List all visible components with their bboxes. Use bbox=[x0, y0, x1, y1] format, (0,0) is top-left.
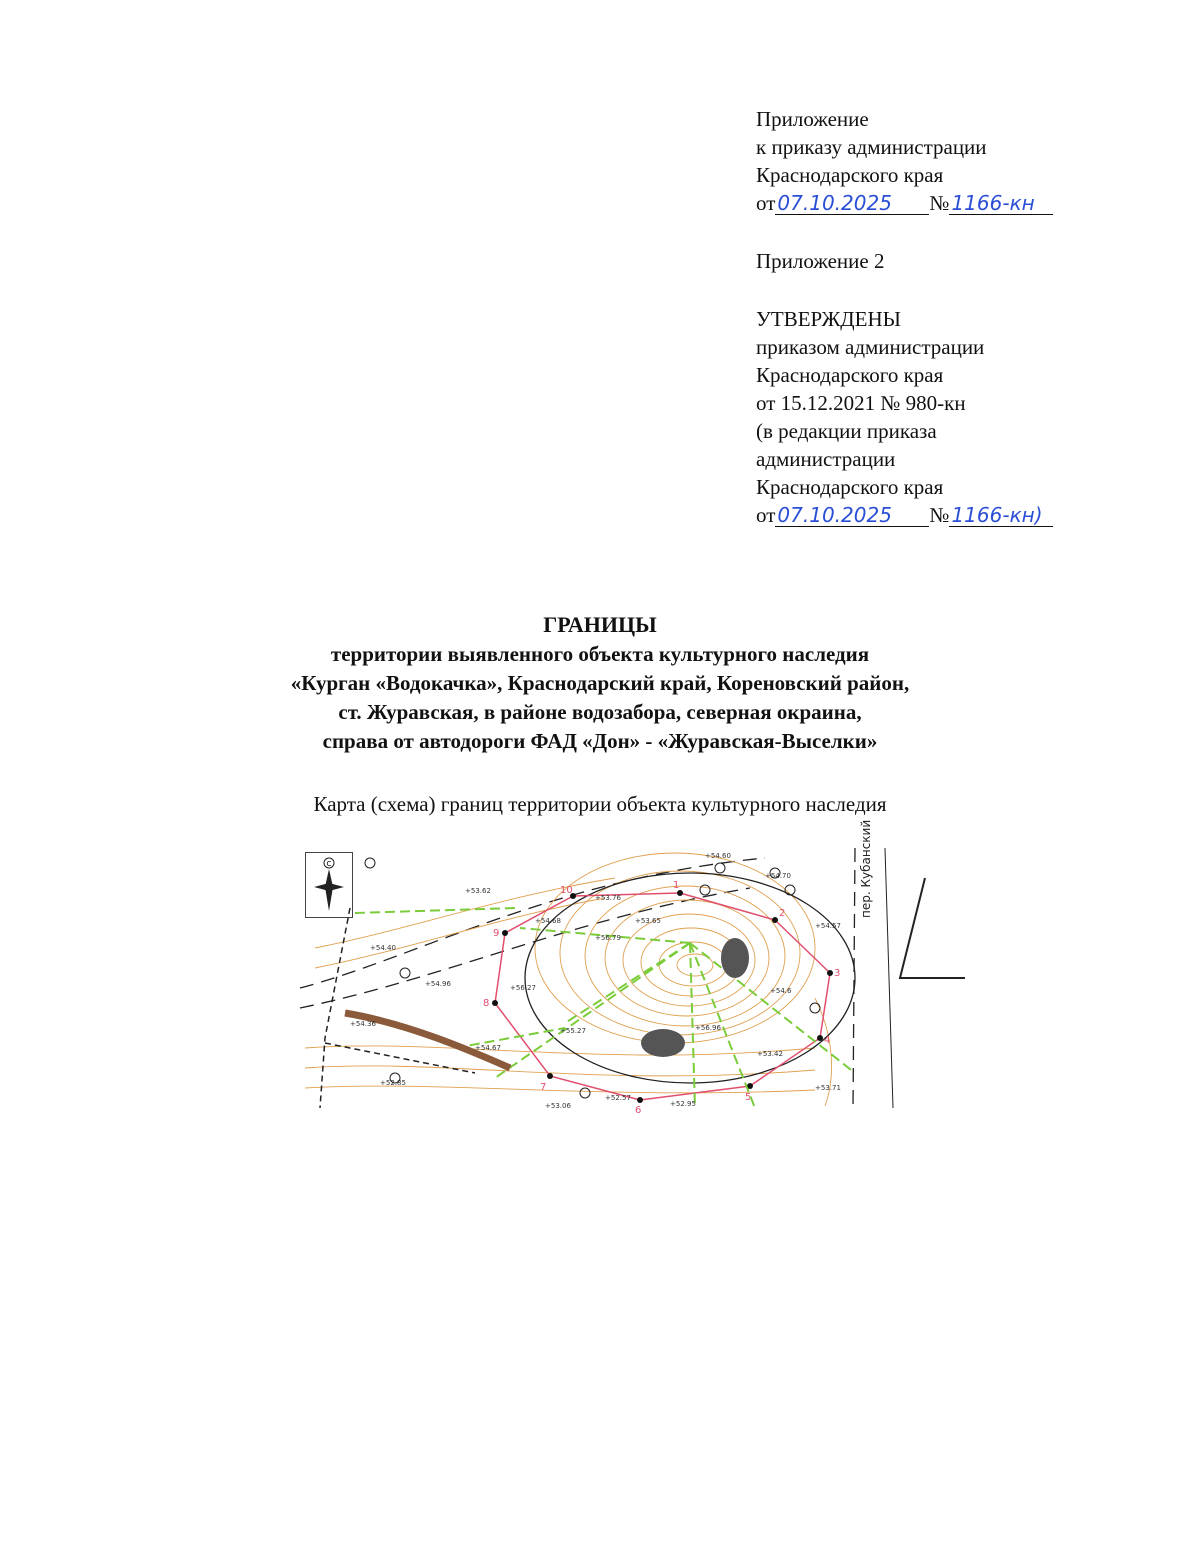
document-subtitle-line-4: справа от автодороги ФАД «Дон» - «Журавская-Выселки» bbox=[322, 729, 878, 753]
approved-order-line-5: администрации bbox=[756, 447, 896, 471]
handwritten-date-2: 07.10.2025 bbox=[775, 504, 929, 527]
elevation-mark: +54.36 bbox=[350, 1020, 376, 1028]
boundary-point-label: 2 bbox=[779, 908, 786, 919]
elevation-mark: +52.95 bbox=[670, 1100, 696, 1108]
approved-order-line-2: Краснодарского края bbox=[756, 363, 944, 387]
handwritten-number-2: 1166-кн) bbox=[949, 504, 1053, 527]
boundary-point-label: 8 bbox=[483, 998, 490, 1009]
kurgan-circle bbox=[525, 873, 855, 1083]
handwritten-number: 1166-кн bbox=[949, 192, 1053, 215]
boundary-point-label: 3 bbox=[834, 968, 841, 979]
elevation-mark: +54.70 bbox=[765, 872, 791, 880]
elevation-mark: +54.57 bbox=[815, 922, 841, 930]
boundary-point-label: 10 bbox=[560, 885, 573, 896]
number-label-2: № bbox=[929, 503, 950, 527]
elevation-mark: +56.79 bbox=[595, 934, 621, 942]
elevation-mark: +54.60 bbox=[705, 852, 731, 860]
appendix-header bbox=[756, 105, 1156, 529]
approved-order-line-3: от 15.12.2021 № 980-кн bbox=[756, 391, 966, 415]
elevation-mark: +54.67 bbox=[475, 1044, 501, 1052]
elevation-mark: +53.62 bbox=[465, 887, 491, 895]
approved-order-line-1: приказом администрации bbox=[756, 335, 985, 359]
elevation-mark: +56.96 bbox=[695, 1024, 721, 1032]
appendix-date-line bbox=[756, 189, 1156, 217]
document-title-block bbox=[150, 610, 1050, 756]
elevation-mark: +53.65 bbox=[635, 917, 661, 925]
appendix-2-title: Приложение 2 bbox=[756, 249, 885, 273]
elevation-mark: +52.57 bbox=[605, 1094, 631, 1102]
approved-label: УТВЕРЖДЕНЫ bbox=[756, 307, 901, 331]
approved-date-line bbox=[756, 501, 1156, 529]
site-boundary-map bbox=[295, 819, 985, 1116]
boundary-point-label: 7 bbox=[540, 1082, 547, 1093]
appendix-order-ref: к приказу администрации bbox=[756, 135, 987, 159]
elevation-mark: +54.96 bbox=[425, 980, 451, 988]
boundary-point-label: 5 bbox=[745, 1092, 752, 1103]
elevation-mark: +52.85 bbox=[380, 1079, 406, 1087]
map-caption: Карта (схема) границ территории объекта культурного наследия bbox=[313, 792, 887, 816]
appendix-region: Краснодарского края bbox=[756, 163, 944, 187]
approved-order-line-6: Краснодарского края bbox=[756, 475, 944, 499]
elevation-mark: +55.27 bbox=[560, 1027, 586, 1035]
elevation-mark: +54.40 bbox=[370, 944, 396, 952]
boundary-point-label: 6 bbox=[635, 1105, 642, 1116]
appendix-title: Приложение bbox=[756, 107, 869, 131]
elevation-mark: +53.42 bbox=[757, 1050, 783, 1058]
elevation-mark: +54.6 bbox=[770, 987, 792, 995]
from-label: от bbox=[756, 191, 776, 215]
boundary-point-label: 1 bbox=[673, 880, 680, 891]
tree-icons bbox=[365, 858, 820, 1098]
elevation-mark: +53.76 bbox=[595, 894, 621, 902]
elevation-mark: +53.71 bbox=[815, 1084, 841, 1092]
document-subtitle-line-2: «Курган «Водокачка», Краснодарский край, Кореновский район, bbox=[290, 671, 910, 695]
document-subtitle-line-3: ст. Журавская, в районе водозабора, северная окраина, bbox=[338, 700, 862, 724]
from-label-2: от bbox=[756, 503, 776, 527]
elevation-mark: +54.68 bbox=[535, 917, 561, 925]
number-label: № bbox=[929, 191, 950, 215]
boundary-point-label: 4 bbox=[824, 1035, 831, 1046]
handwritten-date: 07.10.2025 bbox=[775, 192, 929, 215]
document-title: ГРАНИЦЫ bbox=[543, 612, 657, 637]
document-subtitle-line-1: территории выявленного объекта культурного наследия bbox=[330, 642, 870, 666]
svg-text:С: С bbox=[326, 860, 332, 868]
elevation-mark: +53.06 bbox=[545, 1102, 571, 1110]
approved-order-line-4: (в редакции приказа bbox=[756, 419, 937, 443]
boundary-point-label: 9 bbox=[493, 928, 500, 939]
elevation-mark: +56.27 bbox=[510, 984, 536, 992]
street-label: пер. Кубанский bbox=[859, 819, 873, 918]
